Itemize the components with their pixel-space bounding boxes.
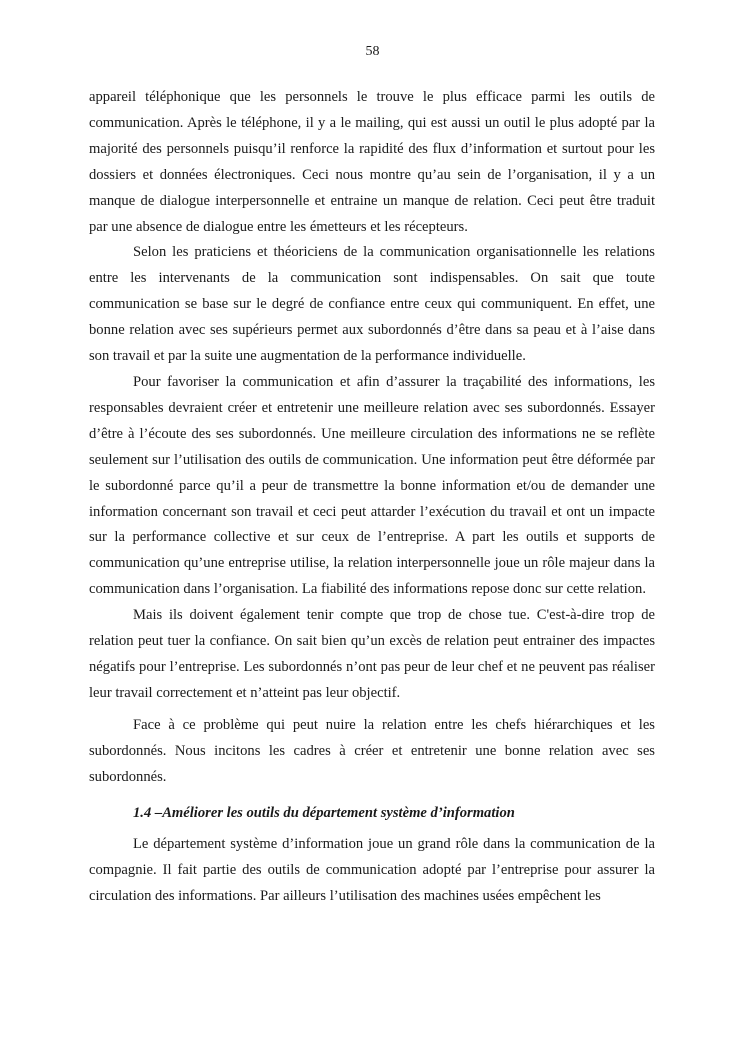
paragraph-excess-relation: Mais ils doivent également tenir compte que trop de chose tue. C'est-à-dire trop de relation peut tuer la confiance. On sait bien qu’un excès de relation peut entrainer des impactes négatifs pour l’entreprise. Les subordonnés n’ont pas peur de leur chef et ne peuvent pas réaliser leur travail correctement et n’atteint pas leur objectif.: [89, 607, 655, 701]
paragraph-information-system: Le département système d’information joue un grand rôle dans la communication de la compagnie. Il fait partie des outils de communication adopté par l’entreprise pour assurer la circulation des informations. Par ailleurs l’utilisation des machines usées empêchent les: [89, 836, 655, 905]
paragraph-recommendation: Face à ce problème qui peut nuire la relation entre les chefs hiérarchiques et les subordonnés. Nous incitons les cadres à créer et entretenir une bonne relation avec ses subordonnés.: [89, 716, 655, 785]
document-body: [89, 85, 655, 910]
paragraph-traceability: Pour favoriser la communication et afin d’assurer la traçabilité des informations, les responsables devraient créer et entretenir une meilleure relation avec ses subordonnés. Essayer d’être à l’écoute des ses subordonnés. Une meilleure circulation des informations ne se reflète seulement sur l’utilisation des outils de communication. Une information peut être déformée par le subordonné parce qu’il a peur de transmettre la bonne information et/ou de demander une information concernant son travail et ceci peut attarder l’exécution du travail et ont un impacte sur la performance collective et sur ceux de l’entreprise. A part les outils et supports de communication qu’une entreprise utilise, la relation interpersonnelle joue un rôle majeur dans la communication dans l’organisation. La fiabilité des informations repose donc sur cette relation.: [89, 373, 655, 598]
paragraph-relations-importance: Selon les praticiens et théoriciens de la communication organisationnelle les relations entre les intervenants de la communication sont indispensables. On sait que toute communication se base sur le degré de confiance entre ceux qui communiquent. En effet, une bonne relation avec ses supérieurs permet aux subordonnés d’être dans sa peau et à l’aise dans son travail et par la suite une augmentation de la performance individuelle.: [89, 244, 655, 365]
paragraph-phone-and-mailing: appareil téléphonique que les personnels le trouve le plus efficace parmi les outils de communication. Après le téléphone, il y a le mailing, qui est aussi un outil le plus adopté par la majorité des personnels puisqu’il renforce la rapidité des flux d’information et surtout pour les dossiers et données électroniques. Ceci nous montre qu’au sein de l’organisation, il y a un manque de dialogue interpersonnelle et entraine un manque de relation. Ceci peut être traduit par une absence de dialogue entre les émetteurs et les récepteurs.: [89, 89, 655, 235]
section-heading: 1.4 –Améliorer les outils du département système d’information: [133, 805, 515, 822]
page-number: 58: [365, 44, 380, 59]
